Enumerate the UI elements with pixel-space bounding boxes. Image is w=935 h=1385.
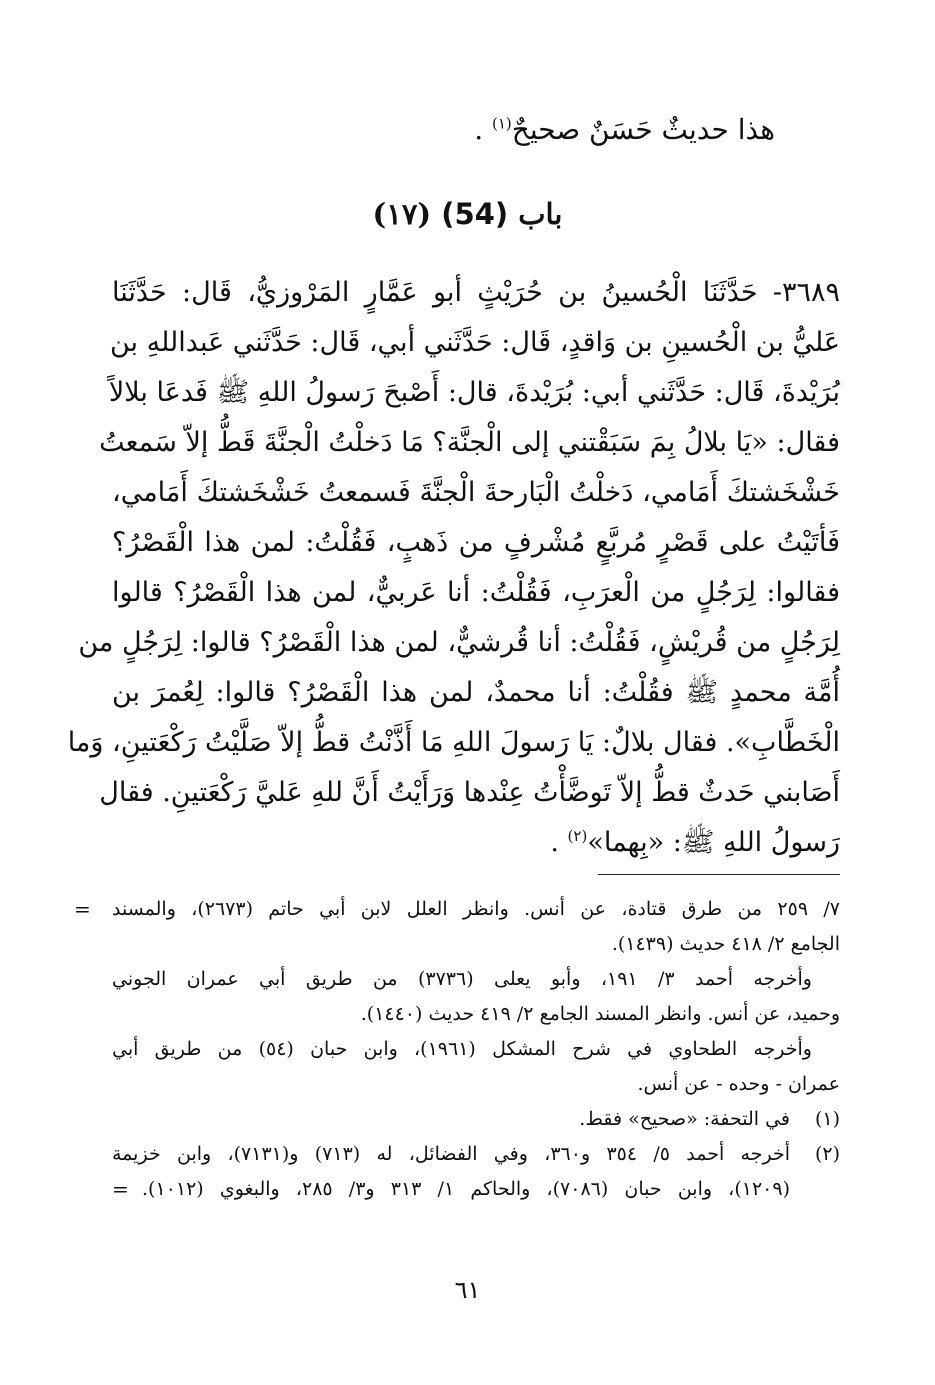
note-line xyxy=(112,962,840,997)
footnote-separator xyxy=(598,874,840,875)
grading-end: . xyxy=(474,113,492,146)
note-text: وأخرجه أحمد ٣/ ١٩١، وأبو يعلى (٣٧٣٦) من طريق أبي عمران الجوني xyxy=(112,968,812,990)
hadith-line-last xyxy=(112,818,840,868)
footnote-text: (١٢٠٩)، وابن حبان (٧٠٨٦)، والحاكم ١/ ٣١٣ و٣/ ٢٨٥، والبغوي (١٠١٢). xyxy=(142,1178,790,1200)
hadith-line: لِرَجُلٍ من قُريْشٍ، فَقُلْتُ: أنا قُرشيٌّ، لمن هذا الْقَصْرُ؟ قالوا: لِرَجُلٍ من xyxy=(78,627,840,658)
end-continuation-marker: = xyxy=(112,1177,129,1201)
footnote-text: أخرجه أحمد ٥/ ٣٥٤ و٣٦٠، وفي الفضائل، له (٧١٣) و(٧١٣١)، وابن خزيمة xyxy=(112,1143,790,1165)
note-line xyxy=(112,927,840,962)
footnote-mark-1: (١) xyxy=(492,114,512,133)
hadith-line: ٣٦٨٩- حَدَّثَنَا الْحُسينُ بن حُرَيْثٍ أبو عَمَّارٍ المَرْوزيُّ، قَال: حَدَّثَنَا xyxy=(112,277,840,308)
footnote-2 xyxy=(112,1137,840,1172)
footnote-label: (٢) xyxy=(814,1143,840,1165)
footnotes xyxy=(74,892,840,1207)
note-text: الجامع ٢/ ٤١٨ حديث (١٤٣٩). xyxy=(611,933,840,955)
footnote-1 xyxy=(112,1102,840,1137)
note-line xyxy=(74,892,840,927)
hadith-line: أُمَّة محمدٍ ﷺ فقُلْتُ: أنا محمدٌ، لمن هذا الْقَصْرُ؟ قالوا: لِعُمرَ بن xyxy=(112,677,840,708)
previous-hadith-grading xyxy=(215,108,775,152)
hadith-end: . xyxy=(550,827,568,858)
note-text: ٧/ ٢٥٩ من طرق قتادة، عن أنس. وانظر العلل لابن أبي حاتم (٢٦٧٣)، والمسند xyxy=(112,898,840,920)
footnote-mark-2: (٢) xyxy=(567,827,588,845)
note-text: عمران - وحده - عن أنس. xyxy=(637,1073,840,1095)
note-text: وأخرجه الطحاوي في شرح المشكل (١٩٦١)، وابن حبان (٥٤) من طريق أبي xyxy=(112,1038,812,1060)
chapter-number-arabic: (١٧) xyxy=(372,197,432,231)
hadith-text xyxy=(67,268,840,868)
grading-text: هذا حديثٌ حَسَنٌ صحيحٌ xyxy=(511,113,775,146)
footnote-label: (١) xyxy=(814,1108,840,1130)
hadith-line: خَشْخَشتكَ أَمَامي، دَخلْتُ الْبَارحةَ الْجنَّةَ فَسمعتُ خَشْخَشتكَ أَمَامي، xyxy=(112,477,840,508)
note-line xyxy=(112,997,840,1032)
hadith-line: أَصَابني حَدثٌ قطُّ إلاّ تَوضَّأْتُ عِنْدها وَرَأَيْتُ أَنَّ للهِ عَليَّ رَكْعَتينِ. فقال xyxy=(99,777,840,808)
footnote-text: في التحفة: «صحيح» فقط. xyxy=(579,1108,790,1130)
note-line xyxy=(112,1067,840,1102)
hadith-line: عَليُّ بن الْحُسينِ بن وَاقدٍ، قَال: حَدَّثَني أبي، قَال: حَدَّثَني عَبداللهِ بن xyxy=(109,327,840,358)
footnote-2-continued xyxy=(112,1172,840,1207)
chapter-label: باب xyxy=(518,197,563,231)
hadith-line-text: رَسولُ اللهِ ﷺ: «بِهما» xyxy=(587,827,840,858)
hadith-line: فقال: «يَا بلالُ بِمَ سَبَقْتني إلى الْجنَّة؟ مَا دَخلْتُ الْجنَّةَ قَطُّ إلاّ سَمعتُ xyxy=(99,427,840,458)
note-text: وحميد، عن أنس. وانظر المسند الجامع ٢/ ٤١٩ حديث (١٤٤٠). xyxy=(360,1003,840,1025)
hadith-line: فَأتَيْتُ على قَصْرٍ مُربَّعٍ مُشْرفٍ من ذَهبٍ، فَقُلْتُ: لمن هذا الْقَصْرُ؟ xyxy=(112,527,840,558)
hadith-line: الْخَطَّابِ». فقال بلالٌ: يَا رَسولَ اللهِ مَا أَذَّنْتُ قطُّ إلاّ صَلَّيْتُ رَكْعَتينِ، وَما xyxy=(67,727,840,758)
chapter-number-latin: (54) xyxy=(441,197,509,231)
continuation-marker: = xyxy=(74,897,91,921)
hadith-line: بُرَيْدةَ، قَال: حَدَّثَني أبي: بُرَيْدةَ، قال: أَصْبحَ رَسولُ اللهِ ﷺ فَدعَا بلالاً xyxy=(108,377,840,408)
note-line xyxy=(112,1032,840,1067)
page-number: ٦١ xyxy=(454,1276,481,1304)
chapter-heading xyxy=(0,190,935,238)
hadith-line: فقالوا: لِرَجُلٍ من الْعرَبِ، فَقُلْتُ: أنا عَربيٌّ، لمن هذا الْقَصْرُ؟ قالوا xyxy=(112,577,840,608)
